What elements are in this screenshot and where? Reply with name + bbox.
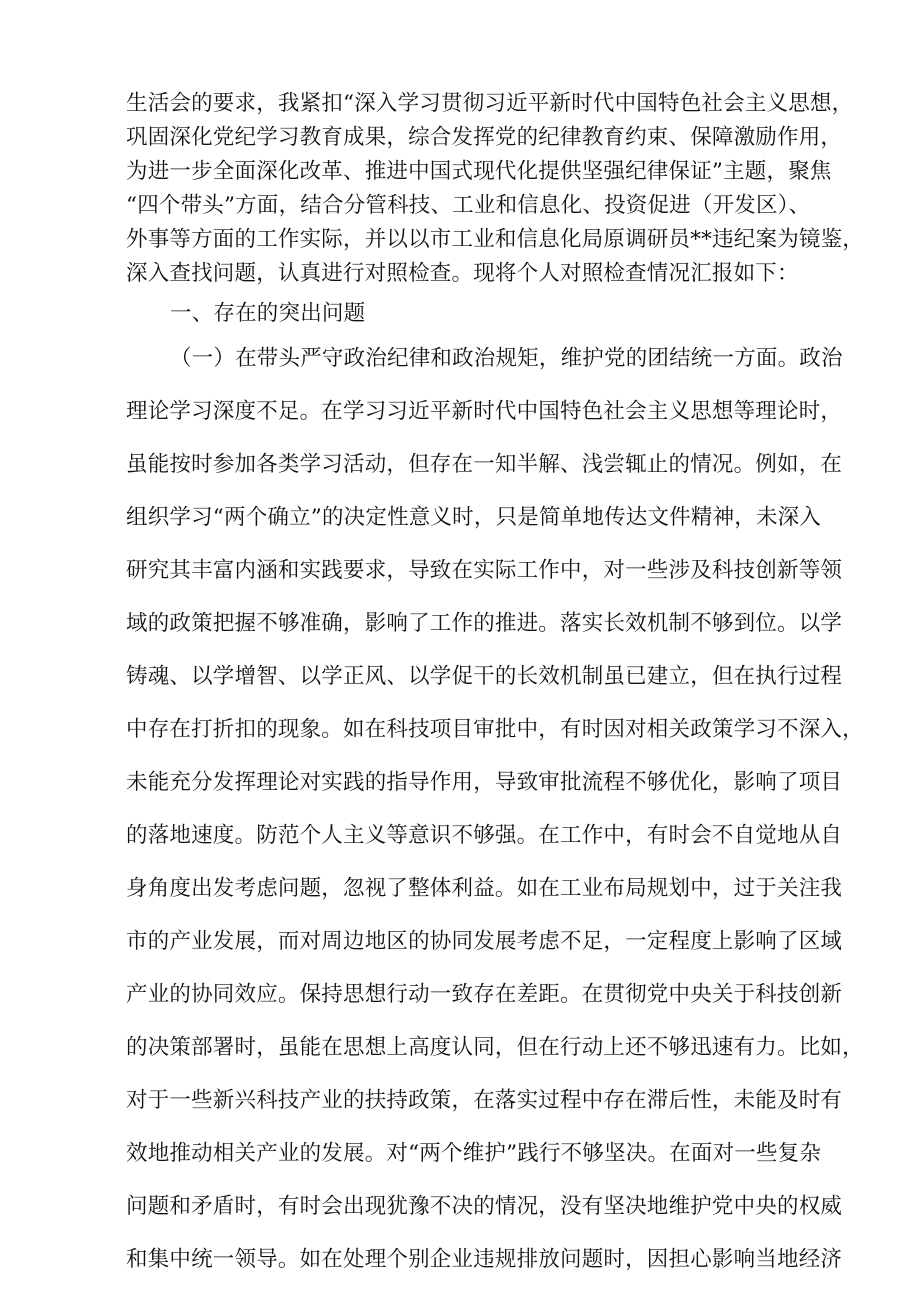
body-line: 的决策部署时，虽能在思想上高度认同，但在行动上还不够迅速有力。比如， [126,1035,864,1060]
body-line: 效地推动相关产业的发展。对“两个维护”践行不够坚决。在面对一些复杂 [126,1141,822,1166]
body-line: 问题和矛盾时，有时会出现犹豫不决的情况，没有坚决地维护党中央的权威 [126,1194,843,1219]
intro-line: 外事等方面的工作实际，并以以市工业和信息化局原调研员**违纪案为镜鉴， [126,227,865,252]
body-line: 理论学习深度不足。在学习习近平新时代中国特色社会主义思想等理论时， [126,399,843,424]
section-heading: 一、存在的突出问题 [170,301,366,326]
intro-line: 为进一步全面深化改革、推进中国式现代化提供坚强纪律保证”主题，聚焦 [126,159,832,184]
body-line: 虽能按时参加各类学习活动，但存在一知半解、浅尝辄止的情况。例如，在 [126,452,843,477]
intro-line: 生活会的要求，我紧扣“深入学习贯彻习近平新时代中国特色社会主义思想， [126,91,854,116]
body-line: 组织学习“两个确立”的决定性意义时，只是简单地传达文件精神，未深入 [126,505,822,530]
body-line: 产业的协同效应。保持思想行动一致存在差距。在贯彻党中央关于科技创新 [126,982,843,1007]
body-line: 的落地速度。防范个人主义等意识不够强。在工作中，有时会不自觉地从自 [126,823,843,848]
body-line: 和集中统一领导。如在处理个别企业违规排放问题时，因担心影响当地经济 [126,1247,843,1272]
body-line: 对于一些新兴科技产业的扶持政策，在落实过程中存在滞后性，未能及时有 [126,1088,843,1113]
intro-line: 深入查找问题，认真进行对照检查。现将个人对照检查情况汇报如下： [126,261,799,286]
body-line: 身角度出发考虑问题，忽视了整体利益。如在工业布局规划中，过于关注我 [126,876,843,901]
body-line: 未能充分发挥理论对实践的指导作用，导致审批流程不够优化，影响了项目 [126,770,843,795]
intro-line: 巩固深化党纪学习教育成果，综合发挥党的纪律教育约束、保障激励作用， [126,125,843,150]
body-line: 铸魂、以学增智、以学正风、以学促干的长效机制虽已建立，但在执行过程 [126,664,843,689]
body-line: 域的政策把握不够准确，影响了工作的推进。落实长效机制不够到位。以学 [126,611,843,636]
body-line: 中存在打折扣的现象。如在科技项目审批中，有时因对相关政策学习不深入， [126,717,864,742]
intro-line: “四个带头”方面，结合分管科技、工业和信息化、投资促进（开发区）、 [126,193,811,218]
body-line: 市的产业发展，而对周边地区的协同发展考虑不足，一定程度上影响了区域 [126,929,843,954]
body-line: （一）在带头严守政治纪律和政治规矩，维护党的团结统一方面。政治 [170,346,843,371]
body-line: 研究其丰富内涵和实践要求，导致在实际工作中，对一些涉及科技创新等领 [126,558,843,583]
